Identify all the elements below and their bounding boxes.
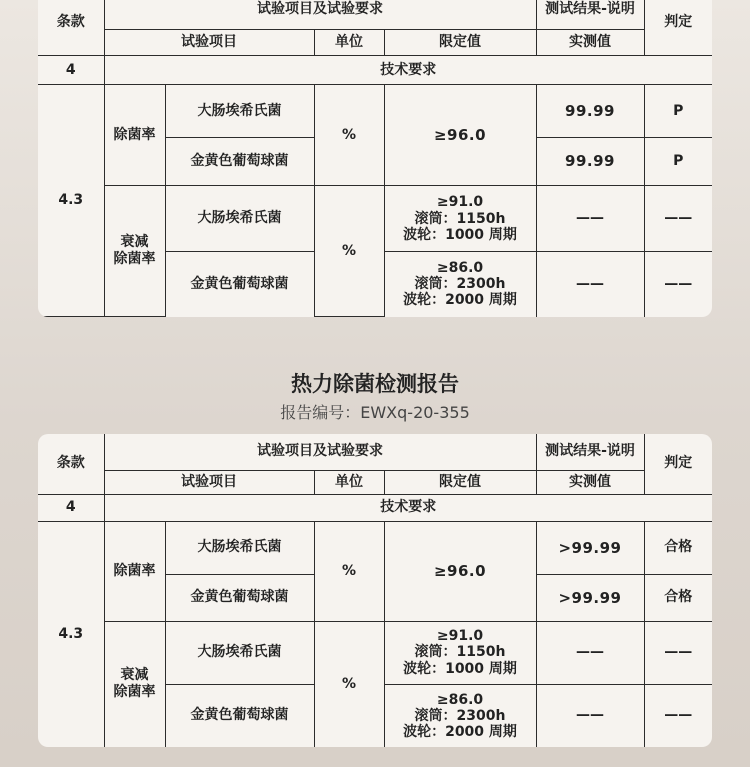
judge-dash: —— [644, 684, 712, 747]
header-result-note: 测试结果-说明 [536, 0, 644, 29]
test-table-1 [38, 0, 712, 317]
limit-line: 滚筒：2300h [414, 707, 506, 724]
judge-saureus: P [644, 137, 712, 185]
header-clause: 条款 [38, 0, 104, 56]
limit-attenuation-saureus [384, 252, 536, 317]
header-unit: 单位 [314, 470, 384, 494]
tech-requirements: 技术要求 [104, 56, 712, 85]
limit-line: 波轮：2000 周期 [403, 292, 517, 309]
header-measured: 实测值 [536, 29, 644, 56]
test-table-2 [38, 434, 712, 747]
header-clause: 条款 [38, 434, 104, 494]
result-saureus: >99.99 [536, 574, 644, 621]
judge-ecoli: P [644, 85, 712, 138]
attenuation-label [104, 621, 165, 747]
header-items-requirements: 试验项目及试验要求 [104, 434, 536, 470]
report-title: 热力除菌检测报告 [291, 372, 459, 396]
item-saureus: 金黄色葡萄球菌 [165, 137, 314, 185]
limit-line: ≥86.0 [436, 260, 484, 277]
header-judgement: 判定 [644, 0, 712, 56]
item-ecoli: 大肠埃希氏菌 [165, 85, 314, 138]
item-saureus: 金黄色葡萄球菌 [165, 684, 314, 747]
limit-line: 滚筒：1150h [414, 644, 506, 661]
limit-line: 波轮：1000 周期 [403, 660, 517, 677]
limit-line: 滚筒：1150h [414, 210, 506, 227]
attenuation-line1: 衰减 [120, 234, 149, 251]
limit-line: ≥91.0 [436, 628, 484, 645]
header-result-note: 测试结果-说明 [536, 434, 644, 470]
header-test-item: 试验项目 [104, 29, 314, 56]
result-dash: —— [536, 252, 644, 317]
limit-line: ≥86.0 [436, 691, 484, 708]
removal-rate-label: 除菌率 [104, 85, 165, 186]
attenuation-line2: 除菌率 [113, 251, 156, 268]
report-number: 报告编号：EWXq-20-355 [280, 403, 470, 422]
judge-dash: —— [644, 621, 712, 684]
limit-attenuation-ecoli [384, 621, 536, 684]
judge-dash: —— [644, 186, 712, 252]
limit-removal: ≥96.0 [384, 521, 536, 621]
unit-percent: % [314, 186, 384, 317]
result-ecoli: 99.99 [536, 85, 644, 138]
result-dash: —— [536, 621, 644, 684]
clause-4: 4 [38, 494, 104, 521]
header-limit: 限定值 [384, 470, 536, 494]
unit-percent: % [314, 85, 384, 186]
tech-requirements: 技术要求 [104, 494, 712, 521]
item-saureus: 金黄色葡萄球菌 [165, 252, 314, 317]
unit-percent: % [314, 621, 384, 747]
result-dash: —— [536, 186, 644, 252]
header-unit: 单位 [314, 29, 384, 56]
judge-dash: —— [644, 252, 712, 317]
header-limit: 限定值 [384, 29, 536, 56]
header-measured: 实测值 [536, 470, 644, 494]
header-test-item: 试验项目 [104, 470, 314, 494]
attenuation-line2: 除菌率 [113, 684, 156, 700]
judge-ecoli: 合格 [644, 521, 712, 574]
item-saureus: 金黄色葡萄球菌 [165, 574, 314, 621]
limit-line: 波轮：1000 周期 [403, 226, 517, 243]
unit-percent: % [314, 521, 384, 621]
clause-4-3: 4.3 [38, 521, 104, 747]
limit-line: ≥91.0 [436, 194, 484, 211]
result-dash: —— [536, 684, 644, 747]
attenuation-label [104, 186, 165, 317]
header-judgement: 判定 [644, 434, 712, 494]
item-ecoli: 大肠埃希氏菌 [165, 621, 314, 684]
clause-4-3: 4.3 [38, 85, 104, 317]
removal-rate-label: 除菌率 [104, 521, 165, 621]
clause-4: 4 [38, 56, 104, 85]
result-saureus: 99.99 [536, 137, 644, 185]
judge-saureus: 合格 [644, 574, 712, 621]
attenuation-line1: 衰减 [120, 667, 149, 684]
result-ecoli: >99.99 [536, 521, 644, 574]
limit-removal: ≥96.0 [384, 85, 536, 186]
item-ecoli: 大肠埃希氏菌 [165, 186, 314, 252]
item-ecoli: 大肠埃希氏菌 [165, 521, 314, 574]
limit-line: 滚筒：2300h [414, 276, 506, 293]
limit-line: 波轮：2000 周期 [403, 723, 517, 740]
header-items-requirements: 试验项目及试验要求 [104, 0, 536, 29]
limit-attenuation-ecoli [384, 186, 536, 252]
limit-attenuation-saureus [384, 684, 536, 747]
